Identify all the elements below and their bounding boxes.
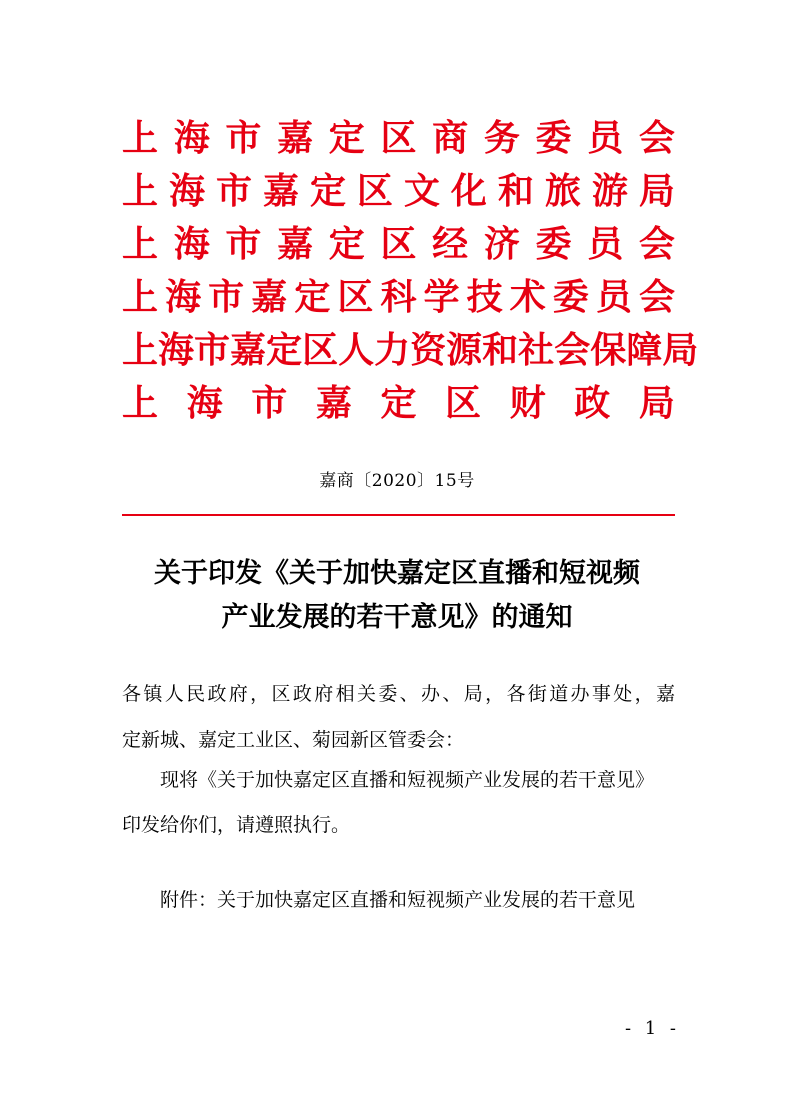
issuer-character: 上 [122, 329, 159, 371]
issuer-character: 海 [173, 223, 210, 265]
red-divider [122, 514, 675, 516]
issuer-character: 市 [225, 117, 262, 159]
issuer-character: 区 [380, 223, 417, 265]
issuer-character: 员 [587, 117, 624, 159]
issuer-character: 会 [638, 223, 675, 265]
issuer-character: 上 [122, 223, 159, 265]
issuer-character: 障 [626, 329, 663, 371]
issuer-character: 力 [374, 329, 411, 371]
issuer-character: 海 [186, 382, 223, 424]
issuer-character: 海 [173, 117, 210, 159]
page-number: - 1 - [624, 1018, 680, 1039]
issuer-line [122, 271, 675, 324]
issuer-character: 定 [328, 223, 365, 265]
issuer-character: 旅 [544, 170, 581, 212]
issuer-character: 海 [165, 276, 202, 318]
issuer-character: 嘉 [277, 117, 314, 159]
issuer-character: 文 [403, 170, 440, 212]
issuer-character: 海 [158, 329, 195, 371]
issuer-character: 上 [122, 276, 159, 318]
issuer-character: 市 [225, 223, 262, 265]
issuer-line [122, 165, 675, 218]
issuer-character: 定 [328, 117, 365, 159]
body-paragraph-line-1: 现将《关于加快嘉定区直播和短视频产业发展的若干意见》 [160, 769, 655, 791]
issuer-character: 委 [552, 276, 589, 318]
issuer-line [122, 112, 675, 165]
issuer-character: 化 [450, 170, 487, 212]
issuer-line [122, 324, 699, 377]
issuer-character: 上 [122, 170, 159, 212]
issuer-character: 社 [518, 329, 555, 371]
issuer-character: 济 [483, 223, 520, 265]
issuer-character: 财 [509, 382, 546, 424]
issuer-character: 定 [266, 329, 303, 371]
issuer-character: 会 [638, 276, 675, 318]
issuer-character: 嘉 [230, 329, 267, 371]
issuer-line [122, 218, 675, 271]
issuer-character: 市 [215, 170, 252, 212]
issuer-character: 上 [122, 117, 159, 159]
issuer-character: 员 [587, 223, 624, 265]
issuer-character: 上 [122, 382, 159, 424]
issuer-character: 技 [466, 276, 503, 318]
issuer-character: 区 [337, 276, 374, 318]
issuer-character: 嘉 [277, 223, 314, 265]
issuer-character: 嘉 [262, 170, 299, 212]
issuer-character: 会 [638, 117, 675, 159]
issuer-character: 术 [509, 276, 546, 318]
issuer-character: 政 [574, 382, 611, 424]
issuer-character: 区 [380, 117, 417, 159]
issuer-character: 源 [446, 329, 483, 371]
issuer-character: 学 [423, 276, 460, 318]
issuer-character: 市 [208, 276, 245, 318]
issuer-character: 市 [194, 329, 231, 371]
issuer-character: 商 [432, 117, 469, 159]
issuer-character: 会 [554, 329, 591, 371]
document-title-line-1: 关于印发《关于加快嘉定区直播和短视频 [154, 558, 640, 589]
issuer-character: 定 [380, 382, 417, 424]
issuer-character: 经 [432, 223, 469, 265]
issuer-character: 区 [445, 382, 482, 424]
attachment-line: 附件：关于加快嘉定区直播和短视频产业发展的若干意见 [160, 889, 636, 911]
issuer-character: 保 [590, 329, 627, 371]
issuer-character: 游 [591, 170, 628, 212]
document-number: 嘉商〔2020〕15号 [319, 471, 475, 491]
issuer-character: 定 [294, 276, 331, 318]
salutation-line-2: 定新城、嘉定工业区、菊园新区管委会： [122, 729, 465, 751]
issuer-character: 委 [535, 223, 572, 265]
issuer-character: 区 [356, 170, 393, 212]
issuer-character: 局 [662, 329, 699, 371]
issuer-character: 和 [497, 170, 534, 212]
issuer-character: 海 [168, 170, 205, 212]
document-title-line-2: 产业发展的若干意见》的通知 [221, 602, 573, 633]
issuer-character: 市 [251, 382, 288, 424]
issuer-character: 区 [302, 329, 339, 371]
issuer-character: 委 [535, 117, 572, 159]
issuer-character: 局 [638, 170, 675, 212]
issuer-character: 人 [338, 329, 375, 371]
issuer-character: 定 [309, 170, 346, 212]
body-paragraph-line-2: 印发给你们，请遵照执行。 [122, 814, 351, 836]
issuer-block [122, 112, 699, 430]
issuer-character: 资 [410, 329, 447, 371]
issuer-character: 嘉 [251, 276, 288, 318]
issuer-character: 和 [482, 329, 519, 371]
salutation-line-1: 各镇人民政府，区政府相关委、办、局，各街道办事处，嘉 [122, 683, 675, 705]
issuer-line [122, 377, 675, 430]
issuer-character: 科 [380, 276, 417, 318]
issuer-character: 局 [638, 382, 675, 424]
issuer-character: 员 [595, 276, 632, 318]
issuer-character: 务 [483, 117, 520, 159]
issuer-character: 嘉 [315, 382, 352, 424]
